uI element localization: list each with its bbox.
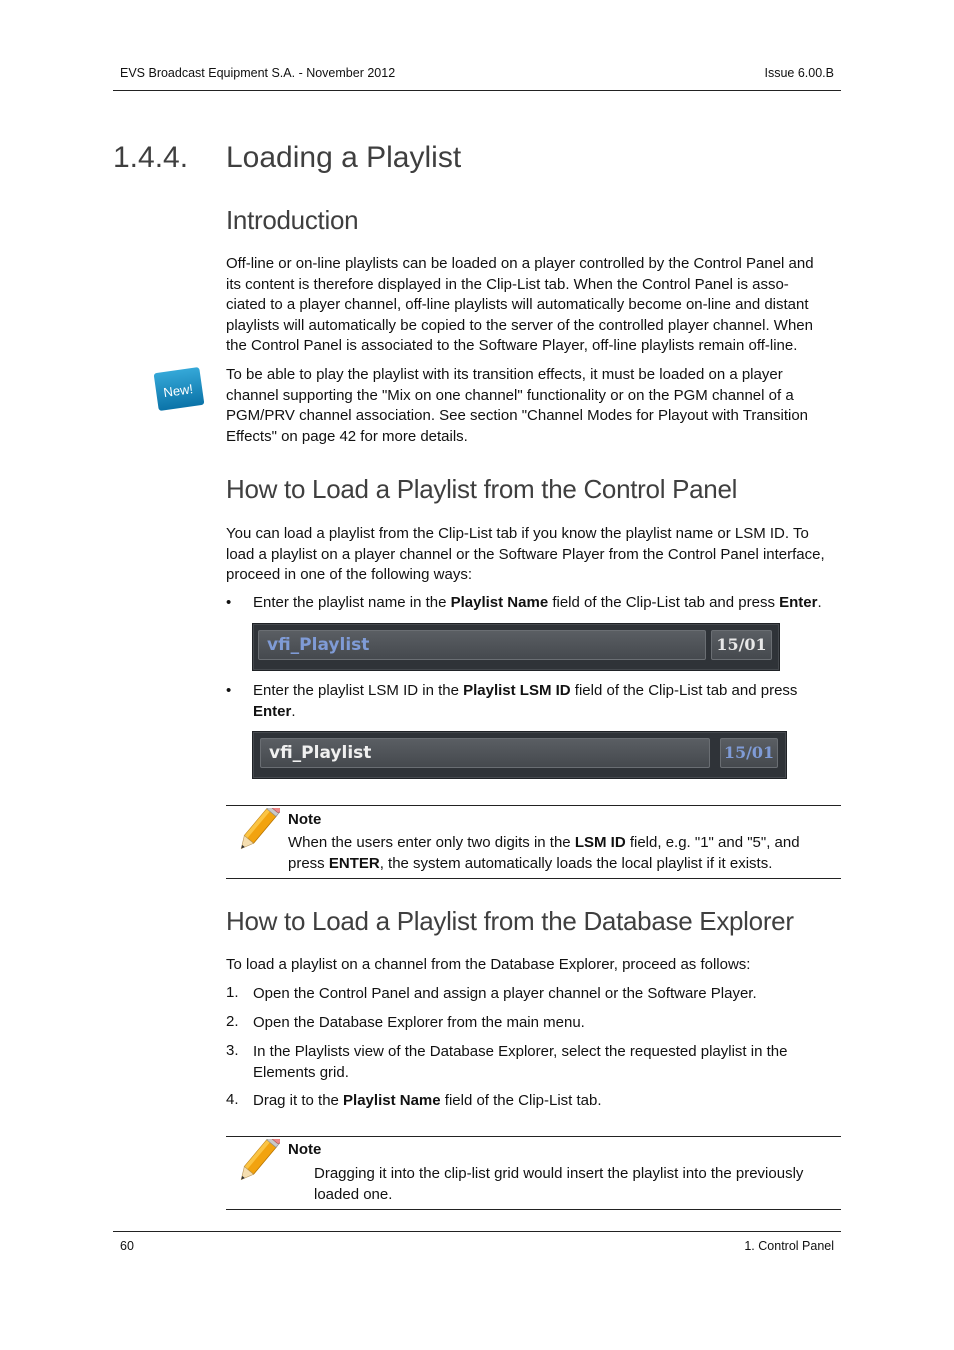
text-run: . [817,594,822,611]
text-line: To be able to play the playlist with its transition effects, it must be loaded on a player [226,366,783,383]
text-run: field, e.g. "1" and "5", and [625,834,800,851]
step-2: Open the Database Explorer from the main menu. [253,1014,585,1031]
text-run: field of the Clip-List tab and press [548,594,780,611]
playlist-name-field-screenshot [252,623,780,671]
bold-term: LSM ID [574,834,626,851]
playlist-lsm-id-field[interactable]: 15/01 [720,738,778,768]
control-panel-heading: How to Load a Playlist from the Control Panel [226,474,738,504]
bold-term: Enter [253,702,292,720]
bold-term: Enter [779,594,818,611]
bullet-marker: • [226,682,232,699]
page-footer [113,1231,841,1253]
badge-label: New! [162,381,194,401]
text-line: its content is therefore displayed in the Clip-List tab. When the Control Panel is asso- [226,275,789,293]
note-body [288,833,838,874]
text-run: field of the Clip-List tab. [440,1092,602,1109]
text-line: channel supporting the "Mix on one channel" functionality or on the PGM channel of a [226,386,794,404]
step-number: 3. [226,1042,239,1059]
step-4 [253,1091,843,1112]
text-line: PGM/PRV channel association. See section "Channel Modes for Playout with Transition [226,407,809,424]
intro-heading: Introduction [226,205,359,235]
bold-term: Playlist LSM ID [463,682,571,699]
playlist-name-field[interactable]: vfi_Playlist [260,738,710,768]
text-line: proceed in one of the following ways: [226,566,472,583]
text-run: Enter the playlist name in the [253,594,451,611]
playlist-lsm-id-field-screenshot [252,731,787,779]
pencil-icon [232,1139,280,1185]
text-line: load a playlist on a player channel or the Software Player from the Control Panel interface, [226,545,825,563]
pencil-icon [232,808,280,854]
text-run: press [288,854,329,872]
text-line: loaded one. [314,1185,393,1203]
note-box [226,805,841,879]
text-line: the Control Panel is associated to the Software Player, off-line playlists remain off-line. [226,337,798,354]
step-number: 4. [226,1091,239,1108]
bold-term: Playlist Name [343,1092,441,1109]
section-number: 1.4.4. [113,141,189,174]
control-panel-paragraph [226,524,841,586]
page-number: 60 [120,1239,134,1253]
section-title: Loading a Playlist [226,141,462,174]
text-line: Elements grid. [253,1063,349,1081]
text-line: Effects" on page 42 for more details. [226,427,468,445]
header-publisher: EVS Broadcast Equipment S.A. - November 2012 [120,66,396,80]
text-run: Drag it to the [253,1092,344,1109]
intro-paragraph-2 [226,365,841,447]
intro-paragraph-1 [226,254,841,357]
bold-term: ENTER [328,854,380,872]
step-number: 2. [226,1013,239,1030]
text-line: In the Playlists view of the Database Explorer, select the requested playlist in the [253,1043,788,1060]
new-badge-icon [153,366,205,412]
database-explorer-heading: How to Load a Playlist from the Database Explorer [226,906,794,936]
note-title: Note [288,1141,322,1158]
text-run: When the users enter only two digits in the [288,834,575,851]
header-issue: Issue 6.00.B [764,66,834,80]
bullet-marker: • [226,594,232,611]
text-run: , the system automatically loads the local playlist if it exists. [379,854,773,872]
page-header [113,66,841,91]
text-line: Dragging it into the clip-list grid would insert the playlist into the previously [314,1165,804,1182]
text-run: . [291,702,296,720]
database-intro: To load a playlist on a channel from the Database Explorer, proceed as follows: [226,956,751,973]
step-3 [253,1042,843,1083]
text-run: Enter the playlist LSM ID in the [253,682,464,699]
note-box [226,1136,841,1210]
text-line: playlists will automatically be copied to the server of the controlled player channel. When [226,316,813,334]
text-run: field of the Clip-List tab and press [570,682,798,699]
text-line: You can load a playlist from the Clip-List tab if you know the playlist name or LSM ID. To [226,525,809,542]
bullet-item-2 [253,681,843,722]
playlist-lsm-id-field[interactable]: 15/01 [711,630,772,660]
note-body [314,1164,839,1205]
step-number: 1. [226,984,239,1001]
chapter-name: 1. Control Panel [744,1239,834,1253]
text-line: Off-line or on-line playlists can be loaded on a player controlled by the Control Panel and [226,255,814,272]
bullet-item-1 [253,593,843,614]
step-1: Open the Control Panel and assign a player channel or the Software Player. [253,985,757,1002]
playlist-name-field[interactable]: vfi_Playlist [258,630,706,660]
bold-term: Playlist Name [450,594,549,611]
note-title: Note [288,811,322,828]
text-line: ciated to a player channel, off-line playlists will automatically become on-line and distant [226,296,809,313]
